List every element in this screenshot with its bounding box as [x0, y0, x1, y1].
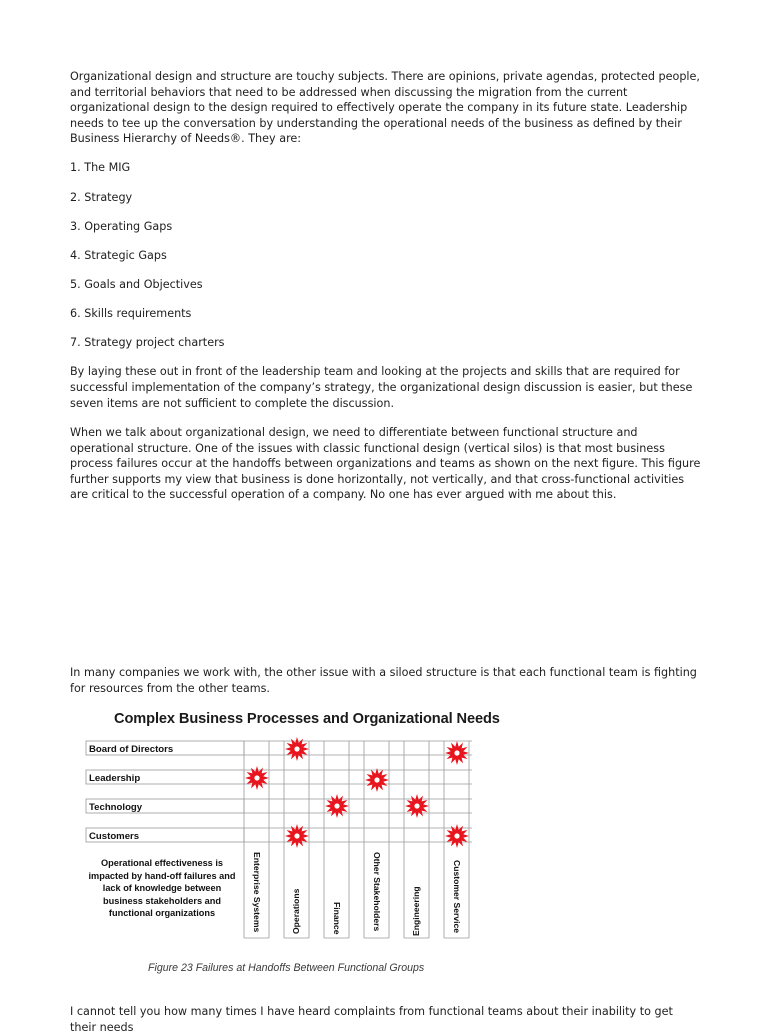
col-label-customer-service: Customer Service [452, 860, 462, 934]
failure-burst-center [454, 833, 459, 838]
laying-paragraph: By laying these out in front of the leadership team and looking at the projects and skills that are required for successful implementation of the company’s strategy, the organizational design discussion is easier, but these seven items are not sufficient to complete the discussion. [70, 365, 693, 410]
needs-item-2: 2. Strategy [70, 190, 133, 204]
col-label-engineering: Engineering [411, 886, 421, 936]
failure-burst-center [294, 833, 299, 838]
needs-item-4: 4. Strategic Gaps [70, 248, 167, 262]
figure-title: Complex Business Processes and Organizational Needs [114, 711, 500, 727]
needs-item-1: 1. The MIG [70, 161, 131, 175]
col-label-enterprise-systems: Enterprise Systems [252, 852, 262, 933]
figure-caption: Figure 23 Failures at Handoffs Between Functional Groups [148, 962, 425, 974]
failure-burst-center [454, 750, 459, 755]
needs-item-5: 5. Goals and Objectives [70, 277, 203, 291]
document-body [70, 69, 702, 503]
col-label-other-stakeholders: Other Stakeholders [372, 852, 382, 932]
siloed-paragraph: In many companies we work with, the other issue with a siloed structure is that each functional team is fighting for resources from the other teams. [70, 666, 697, 695]
failure-markers [245, 737, 469, 848]
intro-paragraph: Organizational design and structure are touchy subjects. There are opinions, private agendas, protected people, and territorial behaviors that need to be addressed when discussing the migration from the current organizational design to the design required to effectively operate the company in its future state. Leadership needs to tee up the conversation by understanding the operational needs of the business as defined by their Business Hierarchy of Needs®. They are: [70, 70, 700, 146]
row-label-leadership: Leadership [89, 773, 141, 784]
row-label-board: Board of Directors [89, 744, 174, 755]
failure-burst-center [414, 803, 419, 808]
row-label-customers: Customers [89, 831, 140, 842]
col-label-operations: Operations [291, 888, 301, 934]
failure-burst-center [254, 775, 259, 780]
failure-burst-center [374, 777, 379, 782]
failure-burst-center [334, 803, 339, 808]
effectiveness-note: Operational effectiveness is impacted by hand-off failures and lack of knowledge between business stakeholders and functional organizations [88, 858, 236, 919]
col-label-finance: Finance [332, 902, 342, 935]
handoff-figure [70, 706, 702, 981]
needs-item-6: 6. Skills requirements [70, 306, 192, 320]
needs-item-3: 3. Operating Gaps [70, 219, 173, 233]
design-paragraph: When we talk about organizational design, we need to differentiate between functional structure and operational structure. One of the issues with classic functional design (vertical silos) is that most business process failures occur at the handoffs between organizations and teams as shown on the next figure. This figure further supports my view that business is done horizontally, not vertically, and that cross-functional activities are critical to the successful operation of a company. No one has ever argued with me about this. [70, 426, 701, 502]
failure-burst-center [294, 746, 299, 751]
row-label-technology: Technology [89, 802, 143, 813]
needs-item-7: 7. Strategy project charters [70, 336, 225, 350]
complaints-paragraph: I cannot tell you how many times I have heard complaints from functional teams about their inability to get their needs [70, 1005, 673, 1034]
